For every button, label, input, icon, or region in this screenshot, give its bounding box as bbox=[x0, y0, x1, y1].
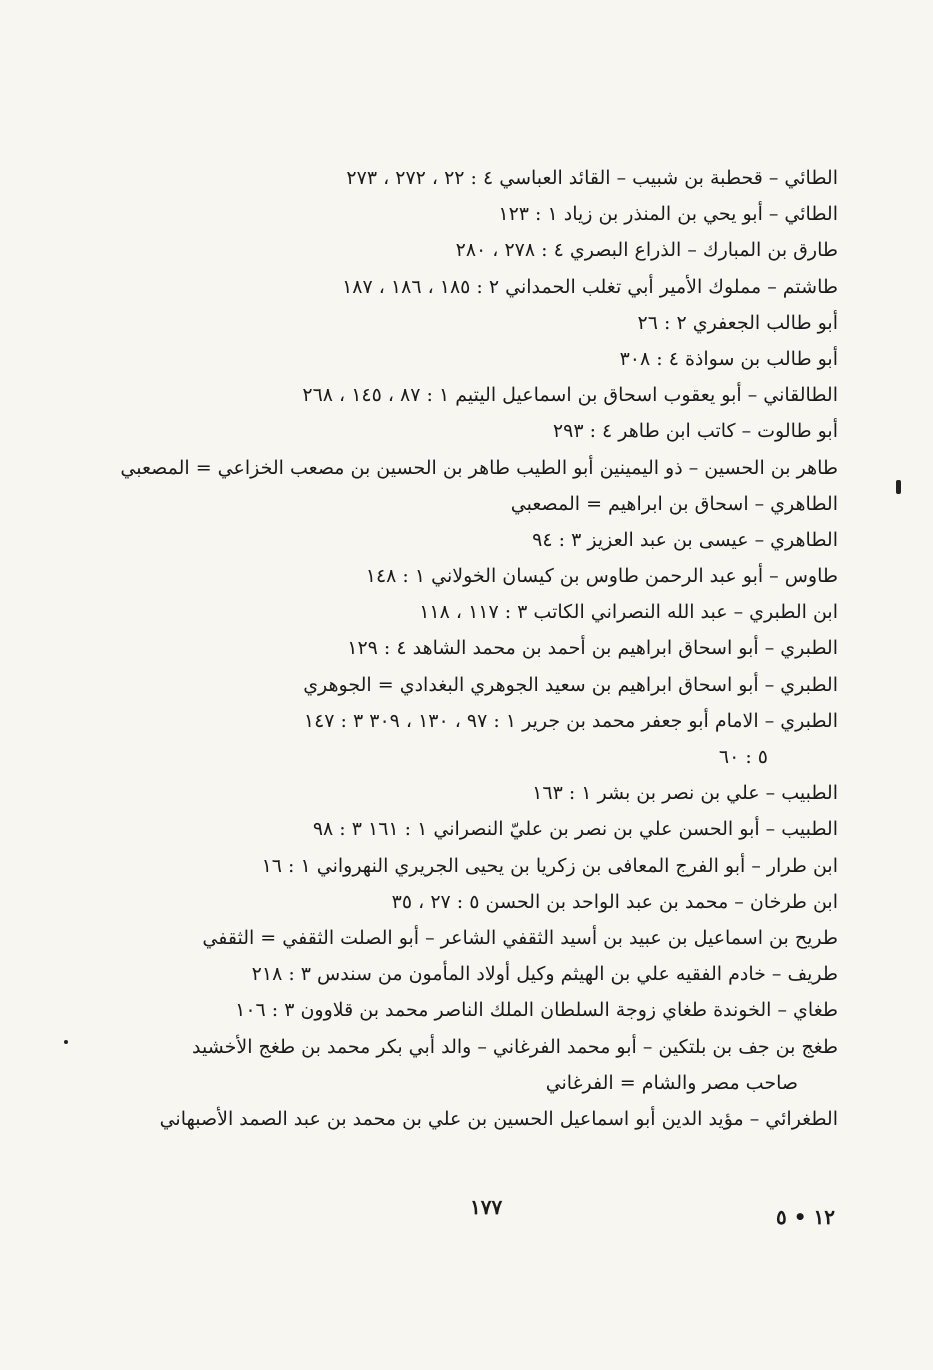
index-entry: طريح بن اسماعيل بن عبيد بن أسيد الثقفي الشاعر – أبو الصلت الثقفي = الثقفي bbox=[202, 926, 838, 949]
index-entry: الطبيب – أبو الحسن علي بن نصر بن عليّ النصراني ١ : ١٦١ ٣ : ٩٨ bbox=[312, 818, 838, 841]
index-entry: طغاي – الخوندة طغاي زوجة السلطان الملك الناصر محمد بن قلاوون ٣ : ١٠٦ bbox=[235, 999, 838, 1022]
index-entry: الطبري – الامام أبو جعفر محمد بن جرير ١ : ٩٧ ، ١٣٠ ، ٣٠٩ ٣ : ١٤٧ bbox=[303, 709, 838, 732]
index-entry: ابن الطبري – عبد الله النصراني الكاتب ٣ : ١١٧ ، ١١٨ bbox=[419, 601, 838, 624]
index-entry: طريف – خادم الفقيه علي بن الهيثم وكيل أولاد المأمون من سندس ٣ : ٢١٨ bbox=[251, 963, 838, 986]
index-entry: ابن طرخان – محمد بن عبد الواحد بن الحسن ٥ : ٢٧ ، ٣٥ bbox=[391, 890, 838, 913]
index-entry: الطغرائي – مؤيد الدين أبو اسماعيل الحسين بن علي بن محمد بن عبد الصمد الأصبهاني bbox=[159, 1107, 838, 1130]
index-entry: طاوس – أبو عبد الرحمن طاوس بن كيسان الخولاني ١ : ١٤٨ bbox=[365, 565, 838, 588]
index-entry: طاهر بن الحسين – ذو اليمينين أبو الطيب طاهر بن الحسين بن مصعب الخزاعي = المصعبي bbox=[120, 456, 838, 479]
index-entry: أبو طالب الجعفري ٢ : ٢٦ bbox=[637, 311, 838, 334]
index-entry: الطبيب – علي بن نصر بن بشر ١ : ١٦٣ bbox=[532, 782, 838, 805]
index-entry: الطاهري – اسحاق بن ابراهيم = المصعبي bbox=[510, 492, 838, 515]
ink-speck bbox=[896, 480, 901, 494]
index-entry: أبو طالوت – كاتب ابن طاهر ٤ : ٢٩٣ bbox=[552, 420, 838, 443]
index-entry-continuation: صاحب مصر والشام = الفرغاني bbox=[545, 1071, 798, 1094]
index-entries bbox=[120, 160, 838, 1137]
index-entry: الطبري – أبو اسحاق ابراهيم بن أحمد بن محمد الشاهد ٤ : ١٢٩ bbox=[347, 637, 838, 660]
index-entry: طاشتم – مملوك الأمير أبي تغلب الحمداني ٢ : ١٨٥ ، ١٨٦ ، ١٨٧ bbox=[342, 275, 838, 298]
signature-mark: ١٢ • ٥ bbox=[776, 1205, 835, 1229]
index-entry: طغج بن جف بن بلتكين – أبو محمد الفرغاني – والد أبي بكر محمد بن طغج الأخشيد bbox=[192, 1035, 838, 1058]
index-entry: الطاهري – عيسى بن عبد العزيز ٣ : ٩٤ bbox=[532, 528, 838, 551]
index-entry-continuation: ٥ : ٦٠ bbox=[718, 746, 768, 768]
index-entry: الطائي – أبو يحي بن المنذر بن زياد ١ : ١٢٣ bbox=[498, 203, 838, 226]
index-entry: أبو طالب بن سواذة ٤ : ٣٠٨ bbox=[619, 347, 838, 370]
page-number: ١٧٧ bbox=[470, 1195, 503, 1219]
index-entry: ابن طرار – أبو الفرج المعافى بن زكريا بن يحيى الجريري النهرواني ١ : ١٦ bbox=[261, 854, 838, 877]
index-entry: الطالقاني – أبو يعقوب اسحاق بن اسماعيل اليتيم ١ : ٨٧ ، ١٤٥ ، ٢٦٨ bbox=[302, 384, 838, 407]
index-entry: طارق بن المبارك – الذراع البصري ٤ : ٢٧٨ ، ٢٨٠ bbox=[455, 239, 838, 262]
index-entry: الطائي – قحطبة بن شبيب – القائد العباسي ٤ : ٢٢ ، ٢٧٢ ، ٢٧٣ bbox=[346, 167, 838, 189]
page-footer bbox=[0, 1195, 933, 1235]
ink-speck bbox=[64, 1040, 68, 1044]
index-entry: الطبري – أبو اسحاق ابراهيم بن سعيد الجوهري البغدادي = الجوهري bbox=[303, 673, 838, 696]
